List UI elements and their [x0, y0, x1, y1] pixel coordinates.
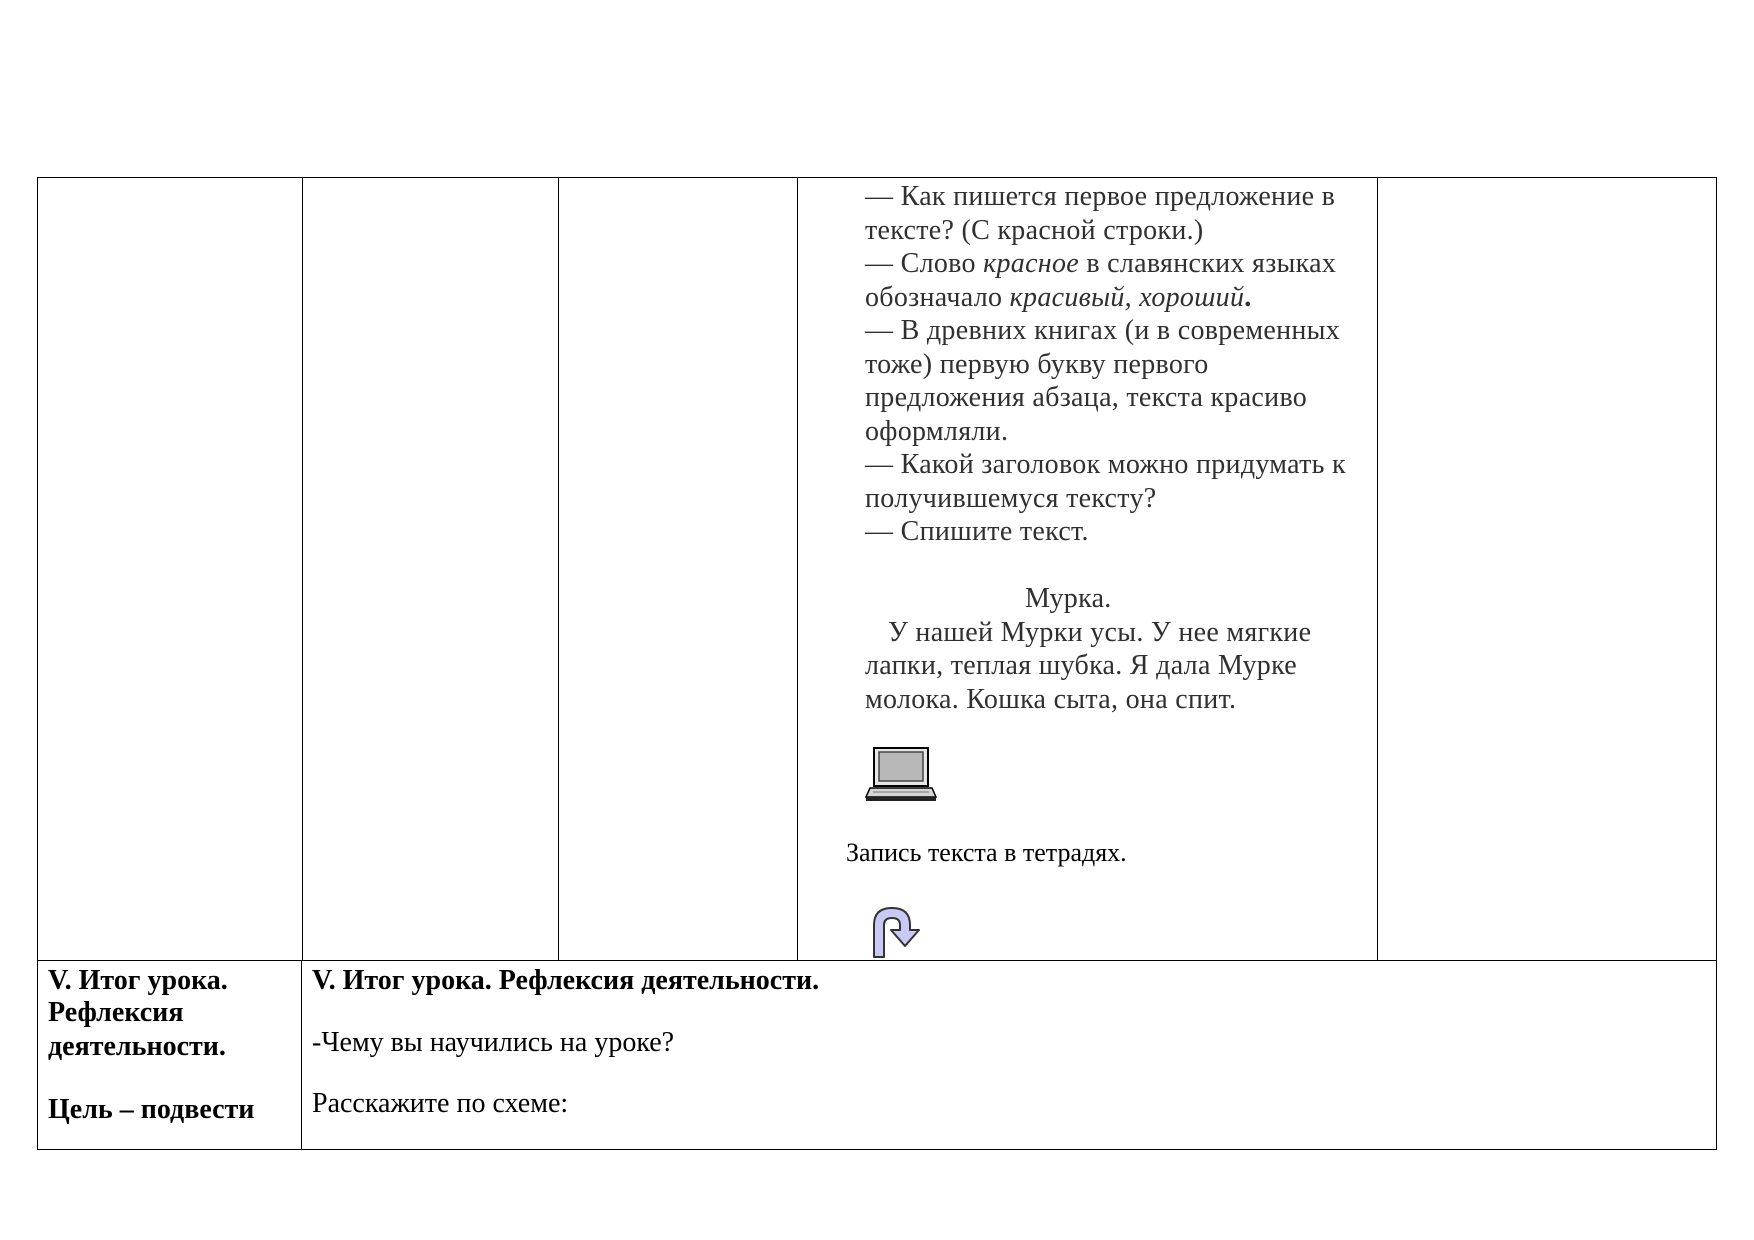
reflection-instruction: Расскажите по схеме:	[312, 1088, 569, 1119]
row1-content-cell	[798, 178, 1378, 961]
dialogue-text: в славянских языках	[1079, 248, 1337, 279]
dialogue-text: — В древних книгах (и в современных	[865, 315, 1341, 346]
row1-col3-cell	[559, 178, 798, 961]
dialogue-text: предложения абзаца, текста красиво	[865, 382, 1308, 413]
dialogue-text: получившемуся тексту?	[865, 482, 1157, 514]
dialogue-italic-word: красное	[983, 248, 1080, 279]
row2-content-cell	[302, 961, 1717, 1150]
stage-title-line: Рефлексия	[48, 997, 184, 1028]
dialogue-text: — Какой заголовок можно придумать к	[865, 449, 1346, 480]
activity-note: Запись текста в тетрадях.	[846, 838, 1127, 867]
dialogue-line	[865, 247, 1346, 281]
stage-goal: Цель – подвести	[48, 1094, 255, 1125]
teacher-dialogue	[865, 180, 1346, 716]
dialogue-text: — Спишите текст.	[865, 516, 1089, 547]
lesson-plan-table	[37, 177, 1717, 1150]
row1-stage-cell	[38, 178, 303, 961]
dialogue-line	[865, 214, 1346, 248]
dialogue-text: тексте? (С красной строки.)	[865, 214, 1204, 246]
dialogue-line	[865, 415, 1346, 449]
row2-stage-cell	[38, 961, 302, 1150]
dialogue-text: оформляли.	[865, 415, 1009, 447]
dialogue-text: — Как пишется первое предложение в	[865, 181, 1336, 212]
blank-line	[865, 549, 1346, 583]
reflection-question: -Чему вы научились на уроке?	[312, 1027, 675, 1058]
stage-title-line: V. Итог урока.	[48, 965, 228, 996]
story-title: Мурка.	[1025, 583, 1112, 614]
dialogue-period: .	[1244, 281, 1252, 313]
dialogue-line	[865, 281, 1346, 315]
dialogue-line	[865, 314, 1346, 348]
content-heading: V. Итог урока. Рефлексия деятельности.	[312, 965, 820, 996]
dialogue-text: — Слово	[865, 248, 984, 279]
dialogue-line	[865, 482, 1346, 516]
row1-col2-cell	[303, 178, 559, 961]
dialogue-line	[865, 515, 1346, 549]
dialogue-text: обозначало	[865, 281, 1010, 313]
dialogue-line	[865, 348, 1346, 382]
story-line: У нашей Мурки усы. У нее мягкие	[888, 616, 1312, 648]
dialogue-line	[865, 448, 1346, 482]
story-line: лапки, теплая шубка. Я дала Мурке	[865, 650, 1298, 681]
row1-col5-cell	[1378, 178, 1717, 961]
curved-arrow-icon	[868, 903, 924, 959]
dialogue-line	[865, 180, 1346, 214]
dialogue-italic-words: красивый, хороший	[1009, 281, 1245, 313]
dialogue-text: тоже) первую букву первого	[865, 348, 1209, 380]
dialogue-line	[865, 381, 1346, 415]
story-line: молока. Кошка сыта, она спит.	[865, 683, 1237, 715]
laptop-icon	[865, 746, 937, 802]
stage-title-line: деятельности.	[48, 1031, 226, 1062]
